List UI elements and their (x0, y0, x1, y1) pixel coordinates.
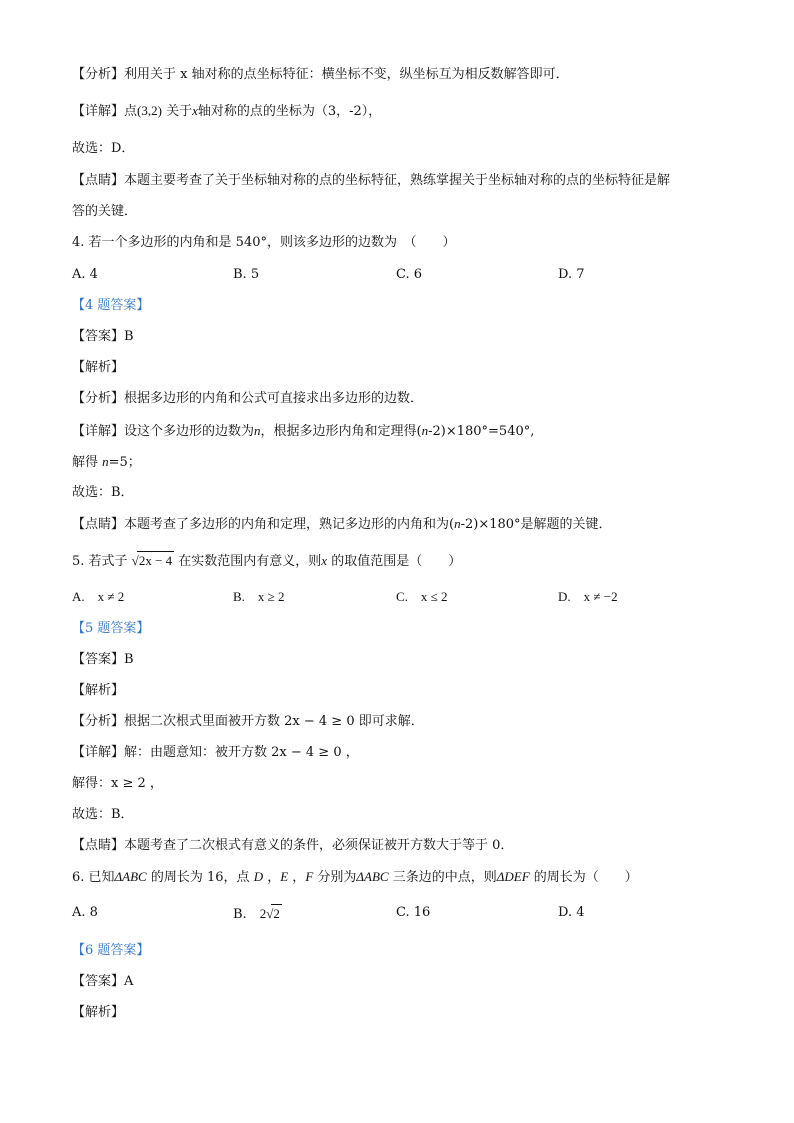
q5-stem-a: 5. 若式子 (72, 554, 132, 569)
q5-detail: 【详解】解：由题意知：被开方数 2x − 4 ≥ 0 ， (72, 745, 359, 760)
q3-detail-point: (3,2) (137, 103, 162, 118)
q5-choice: 故选：B． (72, 807, 134, 822)
q5-stem-c: 的取值范围是（ ） (327, 554, 462, 569)
q4-detail-n: n (254, 423, 261, 438)
q5-stem (72, 551, 461, 571)
q4-comment-b: -2)×180°是解题的关键． (460, 517, 612, 532)
q4-option-b: B. 5 (233, 267, 260, 282)
q4-stem: 4. 若一个多边形的内角和是 540°，则该多边形的边数为 （ ） (72, 235, 456, 250)
q6-stem-b: 的周长为 16，点 (146, 870, 254, 885)
q6-option-b (233, 904, 282, 924)
q4-answer-header: 【4 题答案】 (72, 298, 150, 313)
q6-stem-c: ， (263, 870, 281, 885)
q4-comment-a: 【点睛】本题考查了多边形的内角和定理，熟记多边形的内角和为( (72, 517, 455, 532)
q6-stem-a: 6. 已知 (72, 870, 115, 885)
q4-answer: 【答案】B (72, 329, 134, 344)
q4-option-c: C. 6 (396, 267, 423, 282)
q5-option-b: B. x ≥ 2 (233, 589, 285, 604)
q4-solve-n: n (102, 454, 109, 469)
q5-comment: 【点睛】本题考查了二次根式有意义的条件，必须保证被开方数大于等于 0． (72, 838, 514, 853)
q5-solve: 解得：x ≥ 2 ， (72, 776, 163, 791)
q4-solve-a: 解得 (72, 455, 103, 470)
q3-detail-mid: 关于 (161, 104, 193, 119)
q6-option-b-radicand: 2 (273, 906, 280, 921)
q6-point-e: E (280, 869, 289, 884)
q4-comment-n: n (454, 516, 461, 531)
q4-choice: 故选：B． (72, 485, 134, 500)
q6-option-d: D. 4 (558, 905, 585, 920)
q6-option-b-coef: 2 (259, 906, 267, 921)
q3-detail (72, 102, 381, 121)
q4-solve-b: =5； (108, 455, 141, 470)
q5-stem-b: 在实数范围内有意义，则 (174, 554, 322, 569)
q3-comment-line1: 【点睛】本题主要考查了关于坐标轴对称的点的坐标特征，熟练掌握关于坐标轴对称的点的坐标特征是解 (72, 173, 671, 188)
q6-stem-e2: 分别为 (313, 870, 357, 885)
q3-choice: 故选：D． (72, 141, 135, 156)
q3-detail-prefix: 【详解】点 (72, 104, 138, 119)
q5-stem-x: x (321, 553, 328, 568)
q4-detail-a: 【详解】设这个多边形的边数为 (72, 424, 255, 439)
q6-answer-header: 【6 题答案】 (72, 943, 150, 958)
q6-option-b-radical: √2 (266, 906, 280, 921)
q6-triangle-def: ΔDEF (496, 869, 530, 884)
q6-explain-header: 【解析】 (72, 1005, 125, 1020)
q3-comment-line2: 答的关键． (72, 204, 138, 219)
q6-option-c: C. 16 (396, 905, 431, 920)
q4-detail-c: -2)×180°=540°, (428, 424, 535, 439)
q6-triangle-abc-2: ΔABC (356, 869, 389, 884)
q4-detail-n2: n (421, 423, 429, 438)
q5-option-a: A. x ≠ 2 (72, 589, 125, 604)
q4-solve (72, 453, 141, 472)
q4-option-d: D. 7 (558, 267, 585, 282)
q6-point-d: D (253, 869, 264, 884)
q6-option-b-prefix: B. (233, 907, 260, 922)
q5-explain-header: 【解析】 (72, 683, 125, 698)
q6-triangle-abc: ΔABC (114, 869, 147, 884)
q5-analysis: 【分析】根据二次根式里面被开方数 2x − 4 ≥ 0 即可求解． (72, 714, 424, 729)
q5-radicand: 2x − 4 (138, 553, 173, 568)
q6-stem (72, 868, 638, 887)
q3-detail-suffix: 轴对称的点的坐标为（3，-2）， (197, 104, 382, 119)
q5-answer-header: 【5 题答案】 (72, 621, 150, 636)
q6-option-a: A. 8 (72, 905, 98, 920)
q5-answer: 【答案】B (72, 652, 134, 667)
q6-stem-f2: 三条边的中点，则 (388, 870, 497, 885)
q6-point-f: F (305, 869, 314, 884)
q3-detail-x: x (192, 103, 198, 118)
q5-radical: √2x − 4 (131, 553, 173, 568)
q4-detail-b: ，根据多边形内角和定理得( (260, 424, 422, 439)
q6-answer: 【答案】A (72, 974, 134, 989)
q5-option-d: D. x ≠ −2 (558, 589, 618, 604)
q4-comment (72, 515, 612, 534)
q6-stem-g: 的周长为（ ） (529, 870, 638, 885)
q4-explain-header: 【解析】 (72, 360, 125, 375)
q3-analysis: 【分析】利用关于 x 轴对称的点坐标特征：横坐标不变，纵坐标互为相反数解答即可． (72, 67, 569, 82)
q4-analysis: 【分析】根据多边形的内角和公式可直接求出多边形的边数． (72, 391, 424, 406)
q5-option-c: C. x ≤ 2 (396, 589, 448, 604)
q6-stem-d2: ， (288, 870, 306, 885)
q4-detail (72, 422, 534, 441)
q4-option-a: A. 4 (72, 267, 98, 282)
